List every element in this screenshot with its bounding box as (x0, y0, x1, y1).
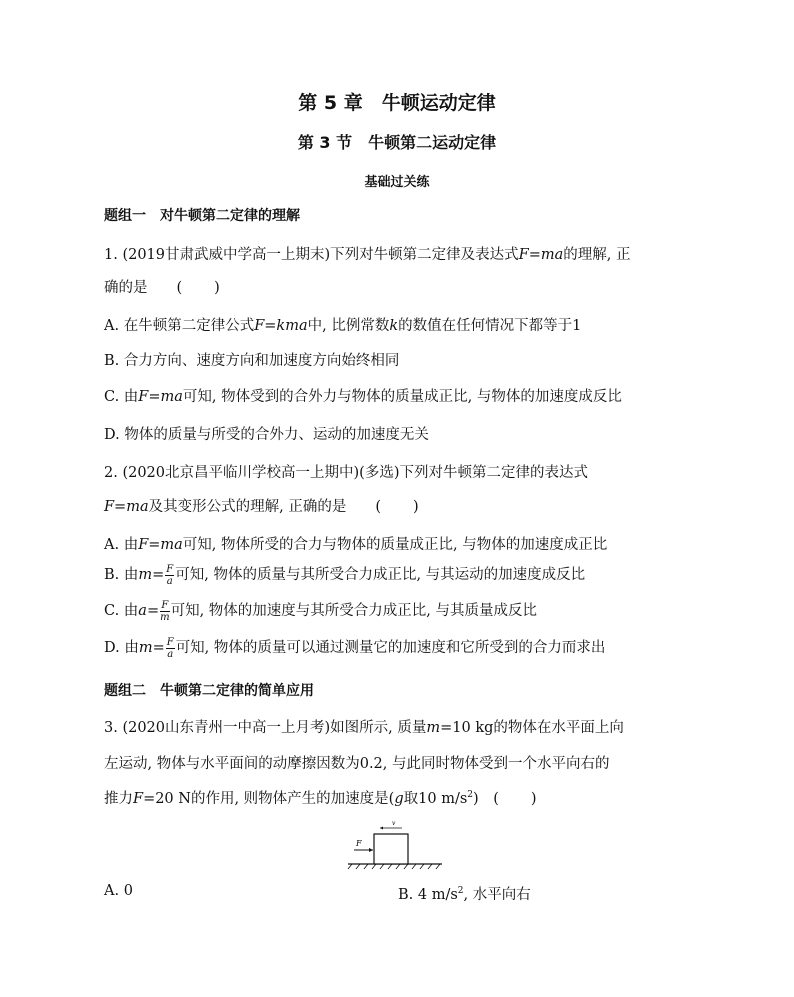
q2-option-b: B. 由m= $\frac{F}{a}$ 可知, 物体的质量与其所受合力成正比, 与其运动的加速度成反比 (104, 563, 586, 587)
q1-line2: 确的是 ( ) (104, 280, 220, 296)
q1-formula: F=ma (518, 247, 564, 263)
q1-option-b: B. 合力方向、速度方向和加速度方向始终相同 (104, 353, 400, 369)
q2-option-a: A. 由F=ma可知, 物体所受的合力与物体的质量成正比, 与物体的加速度成正比 (104, 537, 608, 553)
force-label: F (356, 839, 362, 848)
q1-line1: 1. (2019甘肃武威中学高一上期末)下列对牛顿第二定律及表达式F=ma的理解, 正 (104, 247, 631, 263)
group1-title: 题组一 对牛顿第二定律的理解 (104, 208, 300, 224)
q3-line2: 左运动, 物体与水平面间的动摩擦因数为0.2, 与此同时物体受到一个水平向右的 (104, 756, 610, 772)
q2-option-d: D. 由m= $\frac{F}{a}$ 可知, 物体的质量可以通过测量它的加速度和它所受到的合力而求出 (104, 636, 606, 660)
block (374, 834, 408, 864)
ground-hatching (348, 864, 440, 869)
q3-option-a: A. 0 (104, 883, 133, 899)
q1-option-d: D. 物体的质量与所受的合外力、运动的加速度无关 (104, 427, 429, 443)
force-arrowhead (369, 848, 373, 852)
q1-option-a: A. 在牛顿第二定律公式F=kma中, 比例常数k的数值在任何情况下都等于1 (104, 318, 582, 334)
q2-line1: 2. (2020北京昌平临川学校高一上期中)(多选)下列对牛顿第二定律的表达式 (104, 465, 588, 481)
q3-line3: 推力F=20 N的作用, 则物体产生的加速度是(g取10 $m/s^2$) ( ) (104, 790, 537, 807)
q3-option-b: B. 4 $m/s^2$, 水平向右 (398, 886, 531, 903)
chapter-title: 第 5 章 牛顿运动定律 (298, 92, 496, 114)
q2-line2: F=ma及其变形公式的理解, 正确的是 ( ) (104, 499, 419, 515)
q3-line1: 3. (2020山东青州一中高一上月考)如图所示, 质量m=10 kg的物体在水平面上向 (104, 720, 624, 736)
q2-c-fraction: $\frac{F}{m}$ (160, 599, 170, 623)
section-title: 第 3 节 牛顿第二运动定律 (297, 133, 497, 152)
velocity-label: v (392, 820, 396, 827)
q2-option-c: C. 由a= $\frac{F}{m}$ 可知, 物体的加速度与其所受合力成正比, 与其质量成反比 (104, 599, 538, 623)
group2-title: 题组二 牛顿第二定律的简单应用 (104, 683, 314, 699)
q1-option-c: C. 由F=ma可知, 物体受到的合外力与物体的质量成正比, 与物体的加速度成反比 (104, 389, 622, 405)
velocity-arrowhead (380, 827, 383, 830)
block-on-surface-figure (346, 816, 446, 870)
q2-b-fraction: $\frac{F}{a}$ (166, 563, 174, 587)
q2-d-fraction: $\frac{F}{a}$ (166, 636, 174, 660)
practice-title: 基础过关练 (364, 175, 430, 190)
